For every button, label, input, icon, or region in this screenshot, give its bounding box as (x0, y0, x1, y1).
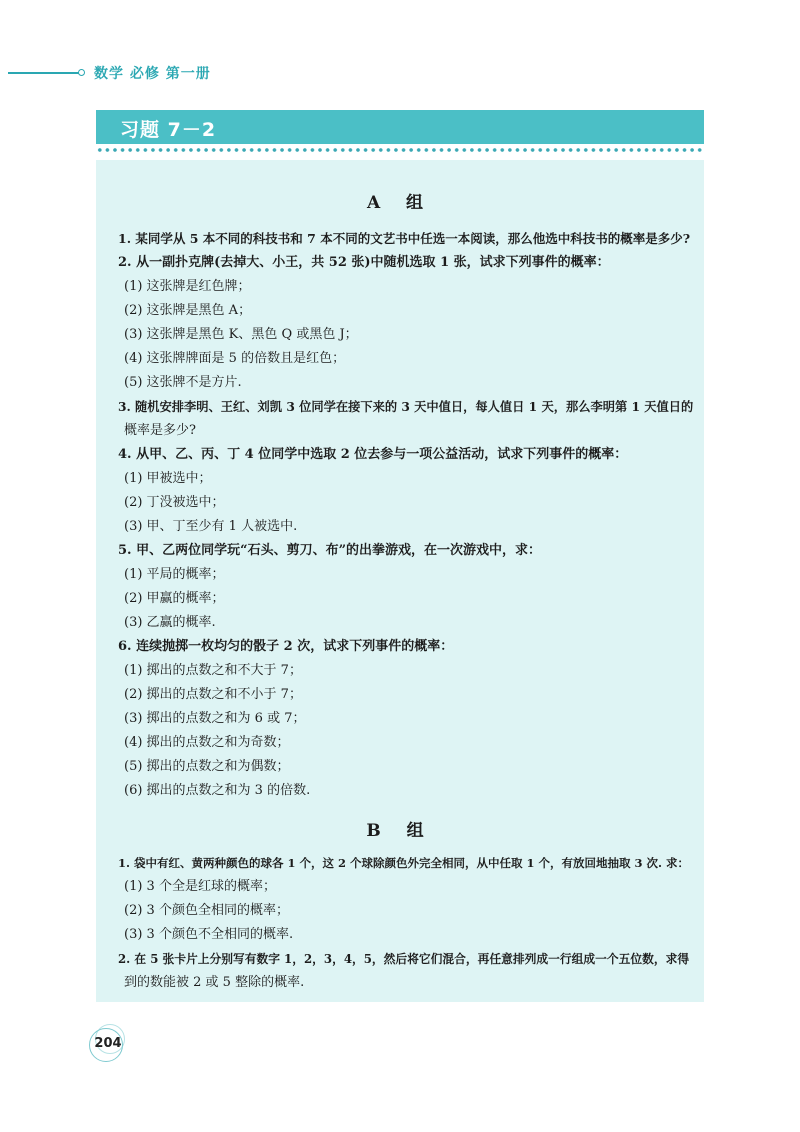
running-head-dot (78, 69, 85, 76)
sub-item: (2) 3 个颜色全相同的概率； (124, 903, 289, 918)
question-a4: 4. 从甲、乙、丙、丁 4 位同学中选取 2 位去参与一项公益活动，试求下列事件的概率： (118, 447, 628, 462)
question-b2-continued: 到的数能被 2 或 5 整除的概率. (124, 975, 305, 990)
running-head (0, 62, 400, 84)
sub-item: (5) 掷出的点数之和为偶数； (124, 759, 290, 774)
question-b1: 1. 袋中有红、黄两种颜色的球各 1 个，这 2 个球除颜色外完全相同，从中任取 1 个，有放回地抽取 3 次. 求： (118, 856, 690, 870)
sub-item: (1) 这张牌是红色牌； (124, 279, 251, 294)
page-number: 204 (94, 1036, 122, 1051)
question-a3: 3. 随机安排李明、王红、刘凯 3 位同学在接下来的 3 天中值日，每人值日 1 天，那么李明第 1 天值日的 (118, 399, 694, 414)
question-a6: 6. 连续抛掷一枚均匀的骰子 2 次，试求下列事件的概率： (118, 639, 454, 654)
question-b2: 2. 在 5 张卡片上分别写有数字 1，2，3，4，5，然后将它们混合，再任意排列成一行组成一个五位数，求得 (118, 952, 690, 966)
sub-item: (4) 掷出的点数之和为奇数； (124, 735, 290, 750)
sub-item: (3) 3 个颜色不全相同的概率. (124, 927, 294, 942)
sub-item: (6) 掷出的点数之和为 3 的倍数. (124, 783, 311, 798)
sub-item: (2) 掷出的点数之和不小于 7； (124, 687, 302, 702)
sub-item: (4) 这张牌牌面是 5 的倍数且是红色； (124, 351, 346, 366)
question-a3-continued: 概率是多少? (124, 423, 196, 438)
sub-item: (1) 3 个全是红球的概率； (124, 879, 276, 894)
sub-item: (3) 这张牌是黑色 K、黑色 Q 或黑色 J； (124, 327, 358, 342)
exercise-panel (96, 160, 704, 1002)
group-b-title: B 组 (366, 821, 434, 841)
sub-item: (3) 乙赢的概率. (124, 615, 216, 630)
sub-item: (1) 甲被选中； (124, 471, 212, 486)
sub-item: (2) 丁没被选中； (124, 495, 225, 510)
page-number-badge (85, 1022, 129, 1066)
question-a5: 5. 甲、乙两位同学玩“石头、剪刀、布”的出拳游戏，在一次游戏中，求： (118, 543, 542, 558)
running-head-rule (8, 72, 80, 74)
sub-item: (5) 这张牌不是方片. (124, 375, 242, 390)
sub-item: (3) 掷出的点数之和为 6 或 7； (124, 711, 306, 726)
exercise-title-bar (96, 110, 704, 144)
question-a2: 2. 从一副扑克牌(去掉大、小王，共 52 张)中随机选取 1 张，试求下列事件的概率： (118, 255, 610, 270)
sub-item: (3) 甲、丁至少有 1 人被选中. (124, 519, 298, 534)
exercise-title: 习题 7－2 (120, 119, 217, 141)
sub-item: (1) 掷出的点数之和不大于 7； (124, 663, 302, 678)
sub-item: (1) 平局的概率； (124, 567, 225, 582)
running-head-text: 数学 必修 第一册 (94, 66, 211, 82)
group-a-title: A 组 (366, 193, 434, 213)
sub-item: (2) 甲赢的概率； (124, 591, 225, 606)
dotted-divider (96, 146, 704, 154)
question-a1: 1. 某同学从 5 本不同的科技书和 7 本不同的文艺书中任选一本阅读，那么他选中科技书的概率是多少? (118, 231, 691, 246)
sub-item: (2) 这张牌是黑色 A； (124, 303, 252, 318)
